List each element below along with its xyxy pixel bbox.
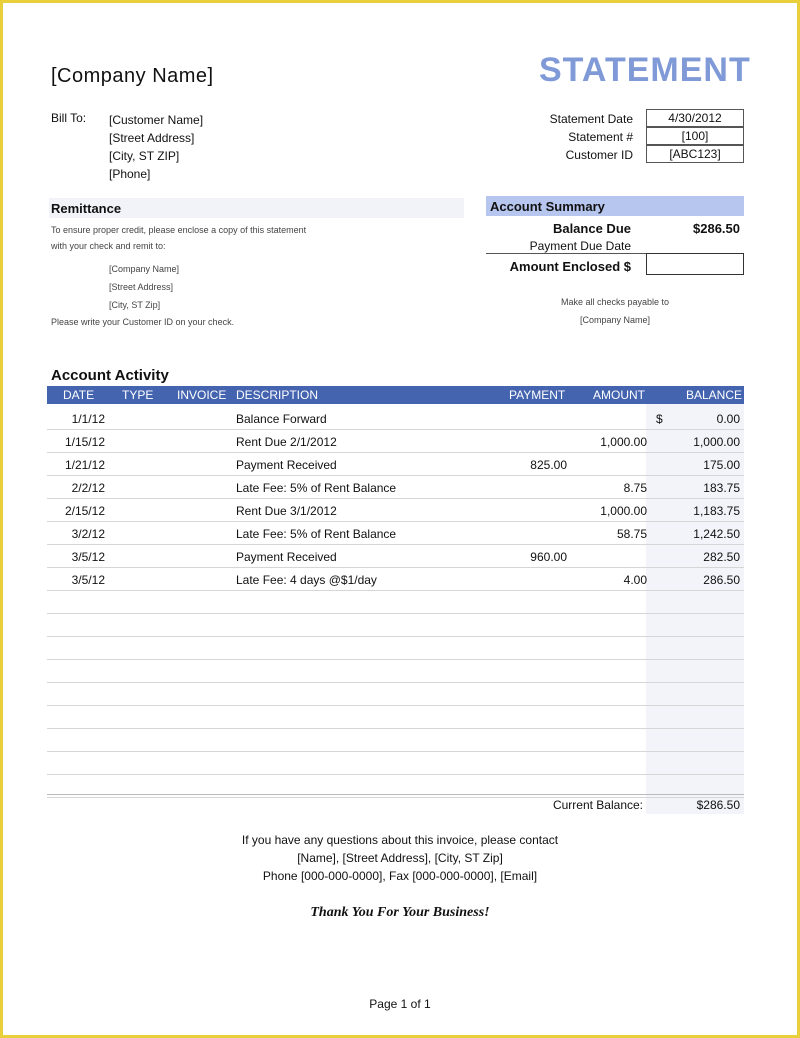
payable-note: Make all checks payable to xyxy=(560,297,670,307)
amount-enclosed-underline xyxy=(486,253,646,254)
remittance-title: Remittance xyxy=(51,201,122,216)
account-summary-title: Account Summary xyxy=(490,199,605,214)
table-row xyxy=(47,637,744,660)
footer-contact: Phone [000-000-0000], Fax [000-000-0000], [Email] xyxy=(262,869,538,883)
cell-balance: 1,242.50 xyxy=(693,527,740,541)
statement-date-label: Statement Date xyxy=(549,112,633,126)
cell-date: 3/2/12 xyxy=(71,527,105,541)
col-date: DATE xyxy=(63,388,95,402)
cell-description: Payment Received xyxy=(236,458,337,472)
table-row xyxy=(47,545,744,568)
activity-table-header xyxy=(47,386,744,404)
account-activity-title: Account Activity xyxy=(51,367,169,384)
payment-due-date-label: Payment Due Date xyxy=(529,239,631,253)
page-title: STATEMENT xyxy=(539,51,751,89)
page-number: Page 1 of 1 xyxy=(369,997,431,1011)
remittance-note: with your check and remit to: xyxy=(51,241,166,251)
table-row xyxy=(47,430,744,453)
table-row xyxy=(47,614,744,637)
col-invoice: INVOICE xyxy=(177,388,227,402)
cell-description: Late Fee: 5% of Rent Balance xyxy=(236,527,397,541)
cell-date: 3/5/12 xyxy=(71,573,105,587)
remit-address-line: [Street Address] xyxy=(109,282,174,292)
statement-meta-labels xyxy=(483,110,633,164)
payable-to: [Company Name] xyxy=(579,315,651,325)
table-row xyxy=(47,522,744,545)
cell-date: 1/1/12 xyxy=(71,412,105,426)
table-row xyxy=(47,660,744,683)
bill-to-label: Bill To: xyxy=(51,111,87,125)
cell-date: 1/21/12 xyxy=(64,458,105,472)
amount-enclosed-label: Amount Enclosed $ xyxy=(509,259,631,274)
cell-date: 3/5/12 xyxy=(71,550,105,564)
company-name: [Company Name] xyxy=(51,65,214,87)
current-balance-label: Current Balance: xyxy=(552,798,643,812)
balance-due-label: Balance Due xyxy=(552,221,631,236)
cell-payment: 825.00 xyxy=(530,458,567,472)
bill-to-address xyxy=(109,111,203,183)
remittance-note: To ensure proper credit, please enclose a copy of this statement xyxy=(51,225,307,235)
col-type: TYPE xyxy=(122,388,154,402)
cell-description: Rent Due 2/1/2012 xyxy=(236,435,337,449)
cell-amount: 1,000.00 xyxy=(600,504,647,518)
remittance-footer-note: Please write your Customer ID on your check. xyxy=(51,317,235,327)
table-row xyxy=(47,407,744,430)
table-row xyxy=(47,752,744,775)
table-row xyxy=(47,591,744,614)
col-amount: AMOUNT xyxy=(593,388,645,402)
balance-due-value: $286.50 xyxy=(693,221,740,236)
cell-amount: 1,000.00 xyxy=(600,435,647,449)
bill-to-line: [City, ST ZIP] xyxy=(109,149,180,163)
table-row xyxy=(47,729,744,752)
cell-payment: 960.00 xyxy=(530,550,567,564)
activity-table-bottom-border xyxy=(47,794,744,795)
customer-id-label: Customer ID xyxy=(565,148,633,162)
statement-date-field[interactable]: 4/30/2012 xyxy=(646,109,744,127)
current-balance-value: $286.50 xyxy=(696,798,740,812)
cell-currency: $ xyxy=(656,412,663,426)
table-row xyxy=(47,476,744,499)
cell-balance: 1,183.75 xyxy=(693,504,740,518)
amount-enclosed-input[interactable] xyxy=(646,253,744,275)
table-row xyxy=(47,683,744,706)
bill-to-line: [Phone] xyxy=(109,167,151,181)
cell-balance: 175.00 xyxy=(703,458,740,472)
statement-number-field[interactable]: [100] xyxy=(646,127,744,145)
cell-amount: 8.75 xyxy=(623,481,647,495)
footer-contact: [Name], [Street Address], [City, ST Zip] xyxy=(297,851,503,865)
col-description: DESCRIPTION xyxy=(236,388,319,402)
cell-description: Rent Due 3/1/2012 xyxy=(236,504,337,518)
thank-you-message: Thank You For Your Business! xyxy=(310,905,490,920)
remit-address-line: [Company Name] xyxy=(109,264,180,274)
cell-description: Balance Forward xyxy=(236,412,327,426)
col-payment: PAYMENT xyxy=(509,388,566,402)
bill-to-line: [Street Address] xyxy=(109,131,195,145)
cell-balance: 1,000.00 xyxy=(693,435,740,449)
cell-balance: 282.50 xyxy=(703,550,740,564)
cell-description: Payment Received xyxy=(236,550,337,564)
cell-date: 2/2/12 xyxy=(71,481,105,495)
cell-description: Late Fee: 4 days @$1/day xyxy=(236,573,377,587)
cell-balance: 286.50 xyxy=(703,573,740,587)
table-row xyxy=(47,706,744,729)
cell-date: 2/15/12 xyxy=(64,504,105,518)
customer-id-field[interactable]: [ABC123] xyxy=(646,145,744,163)
footer-contact: If you have any questions about this invoice, please contact xyxy=(241,833,559,847)
cell-balance: 0.00 xyxy=(716,412,740,426)
col-balance: BALANCE xyxy=(685,388,742,402)
statement-number-label: Statement # xyxy=(568,130,633,144)
remit-address-line: [City, ST Zip] xyxy=(109,300,161,310)
cell-date: 1/15/12 xyxy=(64,435,105,449)
cell-amount: 4.00 xyxy=(623,573,647,587)
table-row xyxy=(47,568,744,591)
table-row xyxy=(47,453,744,476)
cell-description: Late Fee: 5% of Rent Balance xyxy=(236,481,397,495)
table-row xyxy=(47,499,744,522)
cell-amount: 58.75 xyxy=(616,527,647,541)
cell-balance: 183.75 xyxy=(703,481,740,495)
bill-to-line: [Customer Name] xyxy=(109,113,204,127)
statement-page xyxy=(3,3,797,1035)
